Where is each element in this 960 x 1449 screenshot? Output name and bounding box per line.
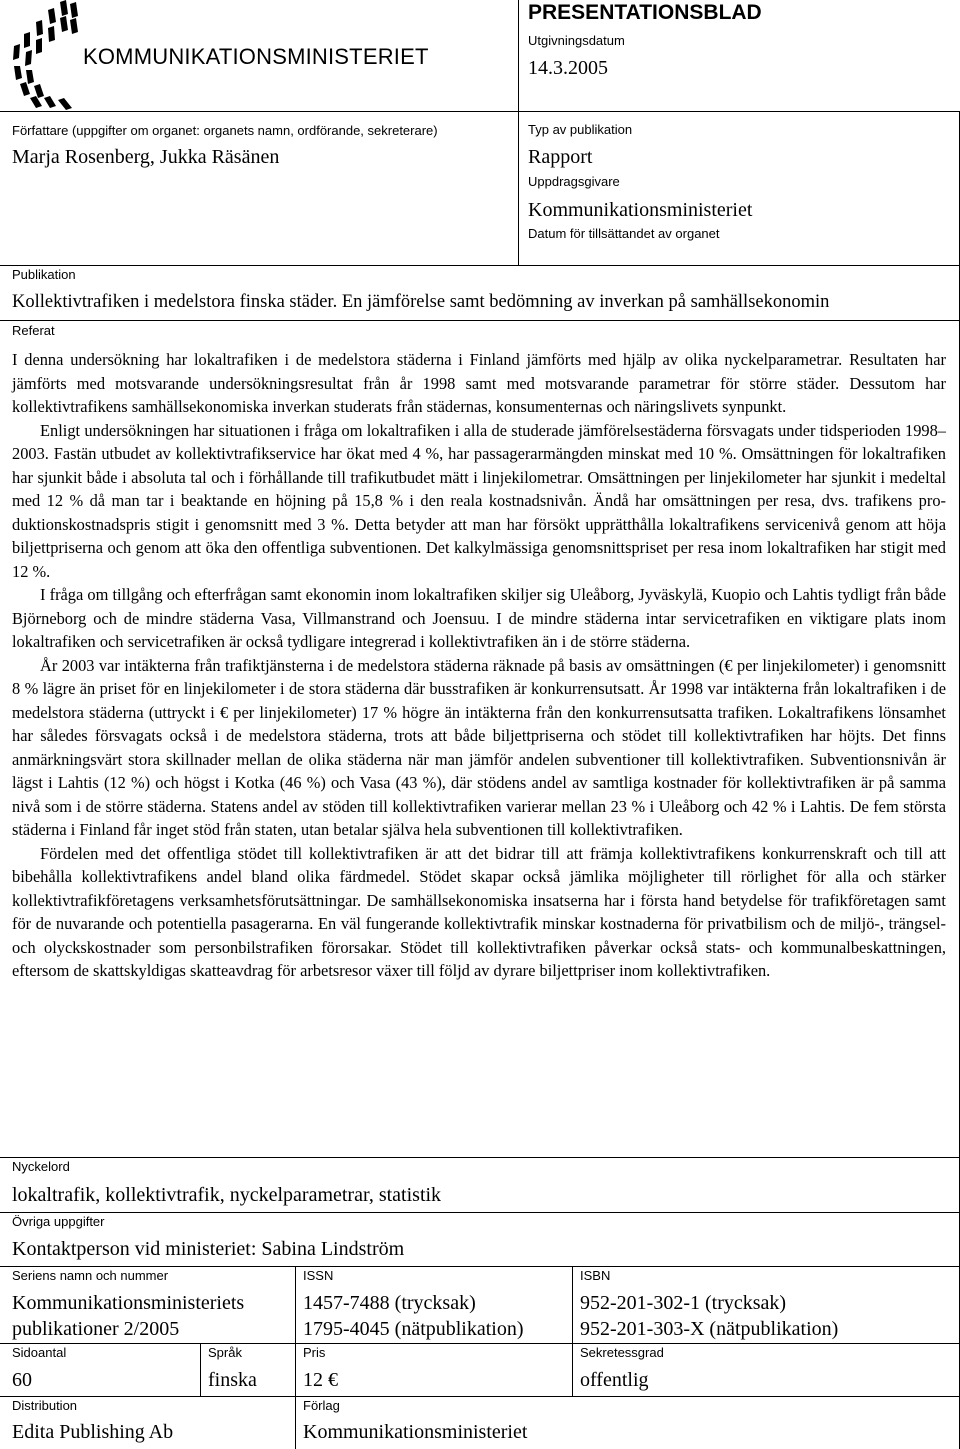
ministry-name: KOMMUNIKATIONSMINISTERIET [83, 44, 429, 69]
keywords-value: lokaltrafik, kollektivtrafik, nyckelparametrar, statistik [12, 1184, 442, 1206]
abstract-paragraph: I denna undersökning har lokaltrafiken i de medelstora städerna i Finland jämförts med hjälp av olika nyckelparametrar. Resultaten har jämförts med motsvarande undersökningsresultat från år 1998 samt med motsvarande parametrar för större städer. Dessutom har kollektivtrafikens samhällsekonomiska inverkan studerats från städernas, konsumenternas och näringslivets synpunkt. [12, 350, 946, 416]
authors-label: Författare (uppgifter om organet: organets namn, ordförande, sekreterare) [12, 123, 438, 138]
distribution-value: Edita Publishing Ab [12, 1421, 174, 1443]
abstract-body [12, 348, 946, 983]
abstract-label: Referat [12, 323, 55, 338]
authors-value: Marja Rosenberg, Jukka Räsänen [12, 146, 280, 168]
rule [0, 1212, 960, 1213]
issn-label: ISSN [303, 1268, 334, 1283]
column-divider [200, 1343, 201, 1396]
ministry-logo [8, 0, 80, 112]
publication-type-label: Typ av publikation [528, 122, 633, 137]
column-divider [295, 1266, 296, 1449]
series-label: Seriens namn och nummer [12, 1268, 169, 1283]
price-label: Pris [303, 1345, 326, 1360]
issn-online: 1795-4045 (nätpublikation) [303, 1318, 524, 1340]
abstract-paragraph: År 2003 var intäkterna från trafiktjänsterna i de medelstora städerna räknade på basis av omsättningen (€ per linjekilometer) i genomsnitt 8 % lägre än priset för en linjekilometer i de stora städerna där busstrafiken är konkurrensutsatt. År 1998 var intäkterna från lokaltrafiken i de medelstora städerna (uttryckt i € per linjekilometer) 17 % högre än intäkterna från den konkurrensutsatta trafiken. Lokaltrafikens lönsamhet har således försvagats också i de medelstora städerna, trots att både biljettpriserna och stödet till kollektivtrafiken har höjts. Det finns anmärkningsvärt stora skillnader mellan de olika städerna när man jämför andelen subventioner till kollektivtrafiken. Subventionsnivån är lägst i Lahtis (12 %) och högst i Kotka (46 %) och Vasa (43 %), där stödens andel av samtliga kostnader för kollektivtrafiken är på samma nivå som i de större städerna. Statens andel av stöden till kollektivtrafiken varierar mellan 23 % i Uleåborg och 42 % i Lahtis. De fem största städerna i Finland får inget stöd från staten, utan betalar själva hela subventionen till kollektivtrafiken. [12, 655, 946, 839]
isbn-print: 952-201-302-1 (trycksak) [580, 1292, 787, 1314]
document-type-title: PRESENTATIONSBLAD [528, 1, 762, 24]
confidentiality-label: Sekretessgrad [580, 1345, 664, 1360]
rule [0, 1396, 295, 1397]
keywords-label: Nyckelord [12, 1159, 70, 1174]
issn-print: 1457-7488 (trycksak) [303, 1292, 476, 1314]
abstract-paragraph: Enligt undersökningen har situationen i fråga om lokaltrafiken i alla de studerade jämförelsestäderna försvagats under tidsperioden 1998–2003. Fastän utbudet av kollektivtrafikservice har ökat med 4 %, har passagerarmängden minskat med 10 %. Omsättningen för lokaltrafiken har sjunkit både i absoluta tal och i förhållande till trafikutbudet mätt i linjekilometrar. Omsättningen per linjekilometer har sjunkit i medeltal med 12 % då man tar i beaktande en höjning på 15,8 % i den reala kostnadsnivån. Ändå har omsättningen per resa, dvs. trafikens produktionskostnadspris stigit i genomsnitt med 3 %. Detta betyder att man har försökt upprätthålla lokaltrafikens servicenivå genom att höja biljettpriserna och genom att öka den offentliga subventionen. Det kalkylmässiga genomsnittspriset per resa inom lokaltrafiken har stigit med 12 %. [12, 420, 946, 581]
rule [0, 1343, 960, 1344]
series-line-2: publikationer 2/2005 [12, 1318, 180, 1340]
publication-type-value: Rapport [528, 146, 593, 168]
rule [0, 111, 960, 112]
column-divider [518, 111, 519, 265]
abstract-paragraph: Fördelen med det offentliga stödet till kollektivtrafiken är att det bidrar till att främja kollektivtrafikens konkurrenskraft och till att bibehålla kollektivtrafikens andel bland olika färdmedel. Stödet skapar också jämlika möjligheter till rörlighet för alla och stärker kollektivtrafikföretagens verksamhetsförutsättningar. De samhällsekonomiska insatserna har i första hand betydelse för trafikföretagen samt för de nuvarande och potentiella pasagerarna. En väl fungerande kollektivtrafik minskar kostnaderna för privatbilism och de miljö-, trängsel- och olyckskostnader som personbilstrafiken förorsakar. Stödet till kollektivtrafiken påverkar också stats- och kommunalbeskattningen, eftersom de skattskyldigas skatteavdrag för arbetsresor växer till följd av dyrare biljettpriser inom kollektivtrafiken. [12, 843, 946, 980]
commissioner-label: Uppdragsgivare [528, 174, 620, 189]
language-label: Språk [208, 1345, 242, 1360]
price-value: 12 € [303, 1369, 338, 1391]
abstract-paragraph: I fråga om tillgång och efterfrågan samt ekonomin inom lokaltrafiken skiljer sig Uleåborg, Jyväskylä, Kuopio och Lahtis tydligt från både Björneborg och de mindre städerna Vasa, Villmanstrand och Joensuu. I de mindre städerna intar servicetrafiken en viktigare plats inom lokaltrafiken och servicetrafiken är också tydligare integrerad i kollektivtrafiken än i de större städerna. [12, 585, 946, 651]
other-info-label: Övriga uppgifter [12, 1214, 105, 1229]
isbn-online: 952-201-303-X (nätpublikation) [580, 1318, 839, 1340]
rule [0, 1157, 960, 1158]
other-info-value: Kontaktperson vid ministeriet: Sabina Lindström [12, 1238, 405, 1260]
pages-label: Sidoantal [12, 1345, 67, 1360]
publication-date-label: Utgivningsdatum [528, 33, 625, 48]
publication-title: Kollektivtrafiken i medelstora finska städer. En jämförelse samt bedömning av inverkan på samhällsekonomin [12, 292, 830, 312]
series-line-1: Kommunikationsministeriets [12, 1292, 245, 1314]
column-divider [572, 1266, 573, 1396]
commissioner-value: Kommunikationsministeriet [528, 199, 753, 221]
appointment-date-label: Datum för tillsättandet av organet [528, 226, 720, 241]
header-divider [518, 0, 519, 111]
publication-date: 14.3.2005 [528, 57, 608, 79]
publication-label: Publikation [12, 267, 76, 282]
pages-value: 60 [12, 1369, 32, 1391]
rule [295, 1396, 960, 1397]
rule [0, 1266, 960, 1267]
language-value: finska [208, 1369, 257, 1391]
rule [0, 265, 960, 266]
publisher-label: Förlag [303, 1398, 340, 1413]
publisher-value: Kommunikationsministeriet [303, 1421, 528, 1443]
rule [0, 320, 960, 321]
confidentiality-value: offentlig [580, 1369, 649, 1391]
isbn-label: ISBN [580, 1268, 611, 1283]
distribution-label: Distribution [12, 1398, 78, 1413]
